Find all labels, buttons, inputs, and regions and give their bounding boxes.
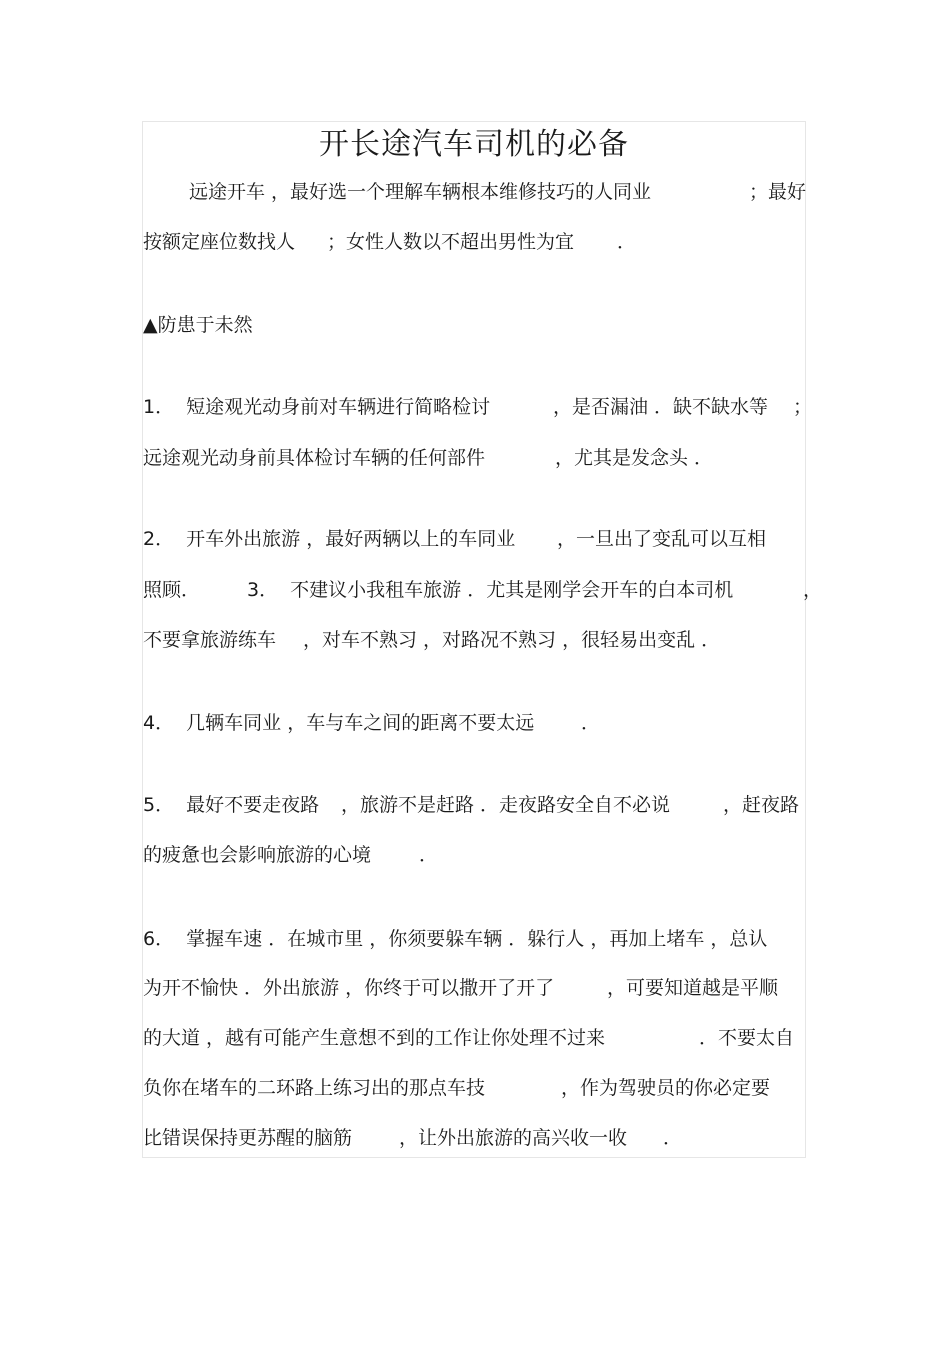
- list-item: [143, 443, 714, 473]
- item-text: 5． 最好不要走夜路: [143, 794, 320, 816]
- list-item: [143, 973, 779, 1003]
- list-item: [143, 1023, 795, 1053]
- list-item: [143, 708, 601, 738]
- list-item: [143, 840, 439, 870]
- item-text: 远途观光动身前具体检讨车辆的任何部件: [143, 447, 486, 469]
- list-item: [143, 1123, 683, 1153]
- item-text: 1． 短途观光动身前对车辆进行简略检讨: [143, 396, 491, 418]
- item-text: ．: [663, 1127, 683, 1149]
- list-item: [143, 392, 813, 422]
- item-text: ，是否漏油 ．缺不缺水等: [553, 396, 769, 418]
- section-heading-text: ▲防患于未然: [143, 314, 253, 336]
- item-text: ．: [419, 844, 439, 866]
- item-text: ．不要太自: [699, 1027, 795, 1049]
- item-text: 4． 几辆车同业 ，车与车之间的距离不要太远: [143, 712, 535, 734]
- item-text: ，可要知道越是平顺: [607, 977, 779, 999]
- item-text: 2． 开车外出旅游 ，最好两辆以上的车同业: [143, 528, 516, 550]
- list-item: [143, 924, 768, 954]
- list-item: [143, 575, 823, 605]
- item-text: 的疲惫也会影响旅游的心境: [143, 844, 372, 866]
- item-text: 3． 不建议小我租车旅游 ．尤其是刚学会开车的白本司机: [247, 579, 734, 601]
- list-item: [143, 1073, 771, 1103]
- list-item: [143, 524, 767, 554]
- intro-text: 远途开车 ，最好选一个理解车辆根本维修技巧的人同业: [189, 181, 652, 203]
- intro-line-2: [143, 227, 637, 257]
- item-text: 照顾．: [143, 579, 201, 601]
- item-text: ，一旦出了变乱可以互相: [557, 528, 767, 550]
- item-text: ．: [581, 712, 601, 734]
- item-text: 不要拿旅游练车: [143, 629, 277, 651]
- intro-line-1: [143, 177, 807, 207]
- item-text: ，: [803, 579, 823, 601]
- item-text: 为开不愉快 ．外出旅游 ，你终于可以撒开了开了: [143, 977, 555, 999]
- intro-text: ；最好: [749, 181, 807, 203]
- item-text: ，旅游不是赶路 ．走夜路安全自不必说: [341, 794, 671, 816]
- item-text: 的大道 ，越有可能产生意想不到的工作让你处理不过来: [143, 1027, 606, 1049]
- item-text: 负你在堵车的二环路上练习出的那点车技: [143, 1077, 486, 1099]
- section-heading: [143, 310, 253, 340]
- item-text: ，让外出旅游的高兴收一收: [399, 1127, 628, 1149]
- document-title: 开长途汽车司机的必备: [319, 127, 629, 162]
- item-text: ；: [793, 396, 813, 418]
- list-item: [143, 625, 721, 655]
- intro-text: ；女性人数以不超出男性为宜: [327, 231, 575, 253]
- item-text: ，尤其是发念头 ．: [555, 447, 714, 469]
- item-text: ，对车不熟习 ，对路况不熟习 ，很轻易出变乱 ．: [303, 629, 721, 651]
- item-text: ，赶夜路: [723, 794, 800, 816]
- intro-text: ．: [617, 231, 637, 253]
- intro-text: 按额定座位数找人: [143, 231, 296, 253]
- item-text: ，作为驾驶员的你必定要: [561, 1077, 771, 1099]
- item-text: 比错误保持更苏醒的脑筋: [143, 1127, 353, 1149]
- list-item: [143, 790, 800, 820]
- item-text: 6． 掌握车速 ．在城市里 ，你须要躲车辆 ．躲行人 ，再加上堵车 ，总认: [143, 928, 768, 950]
